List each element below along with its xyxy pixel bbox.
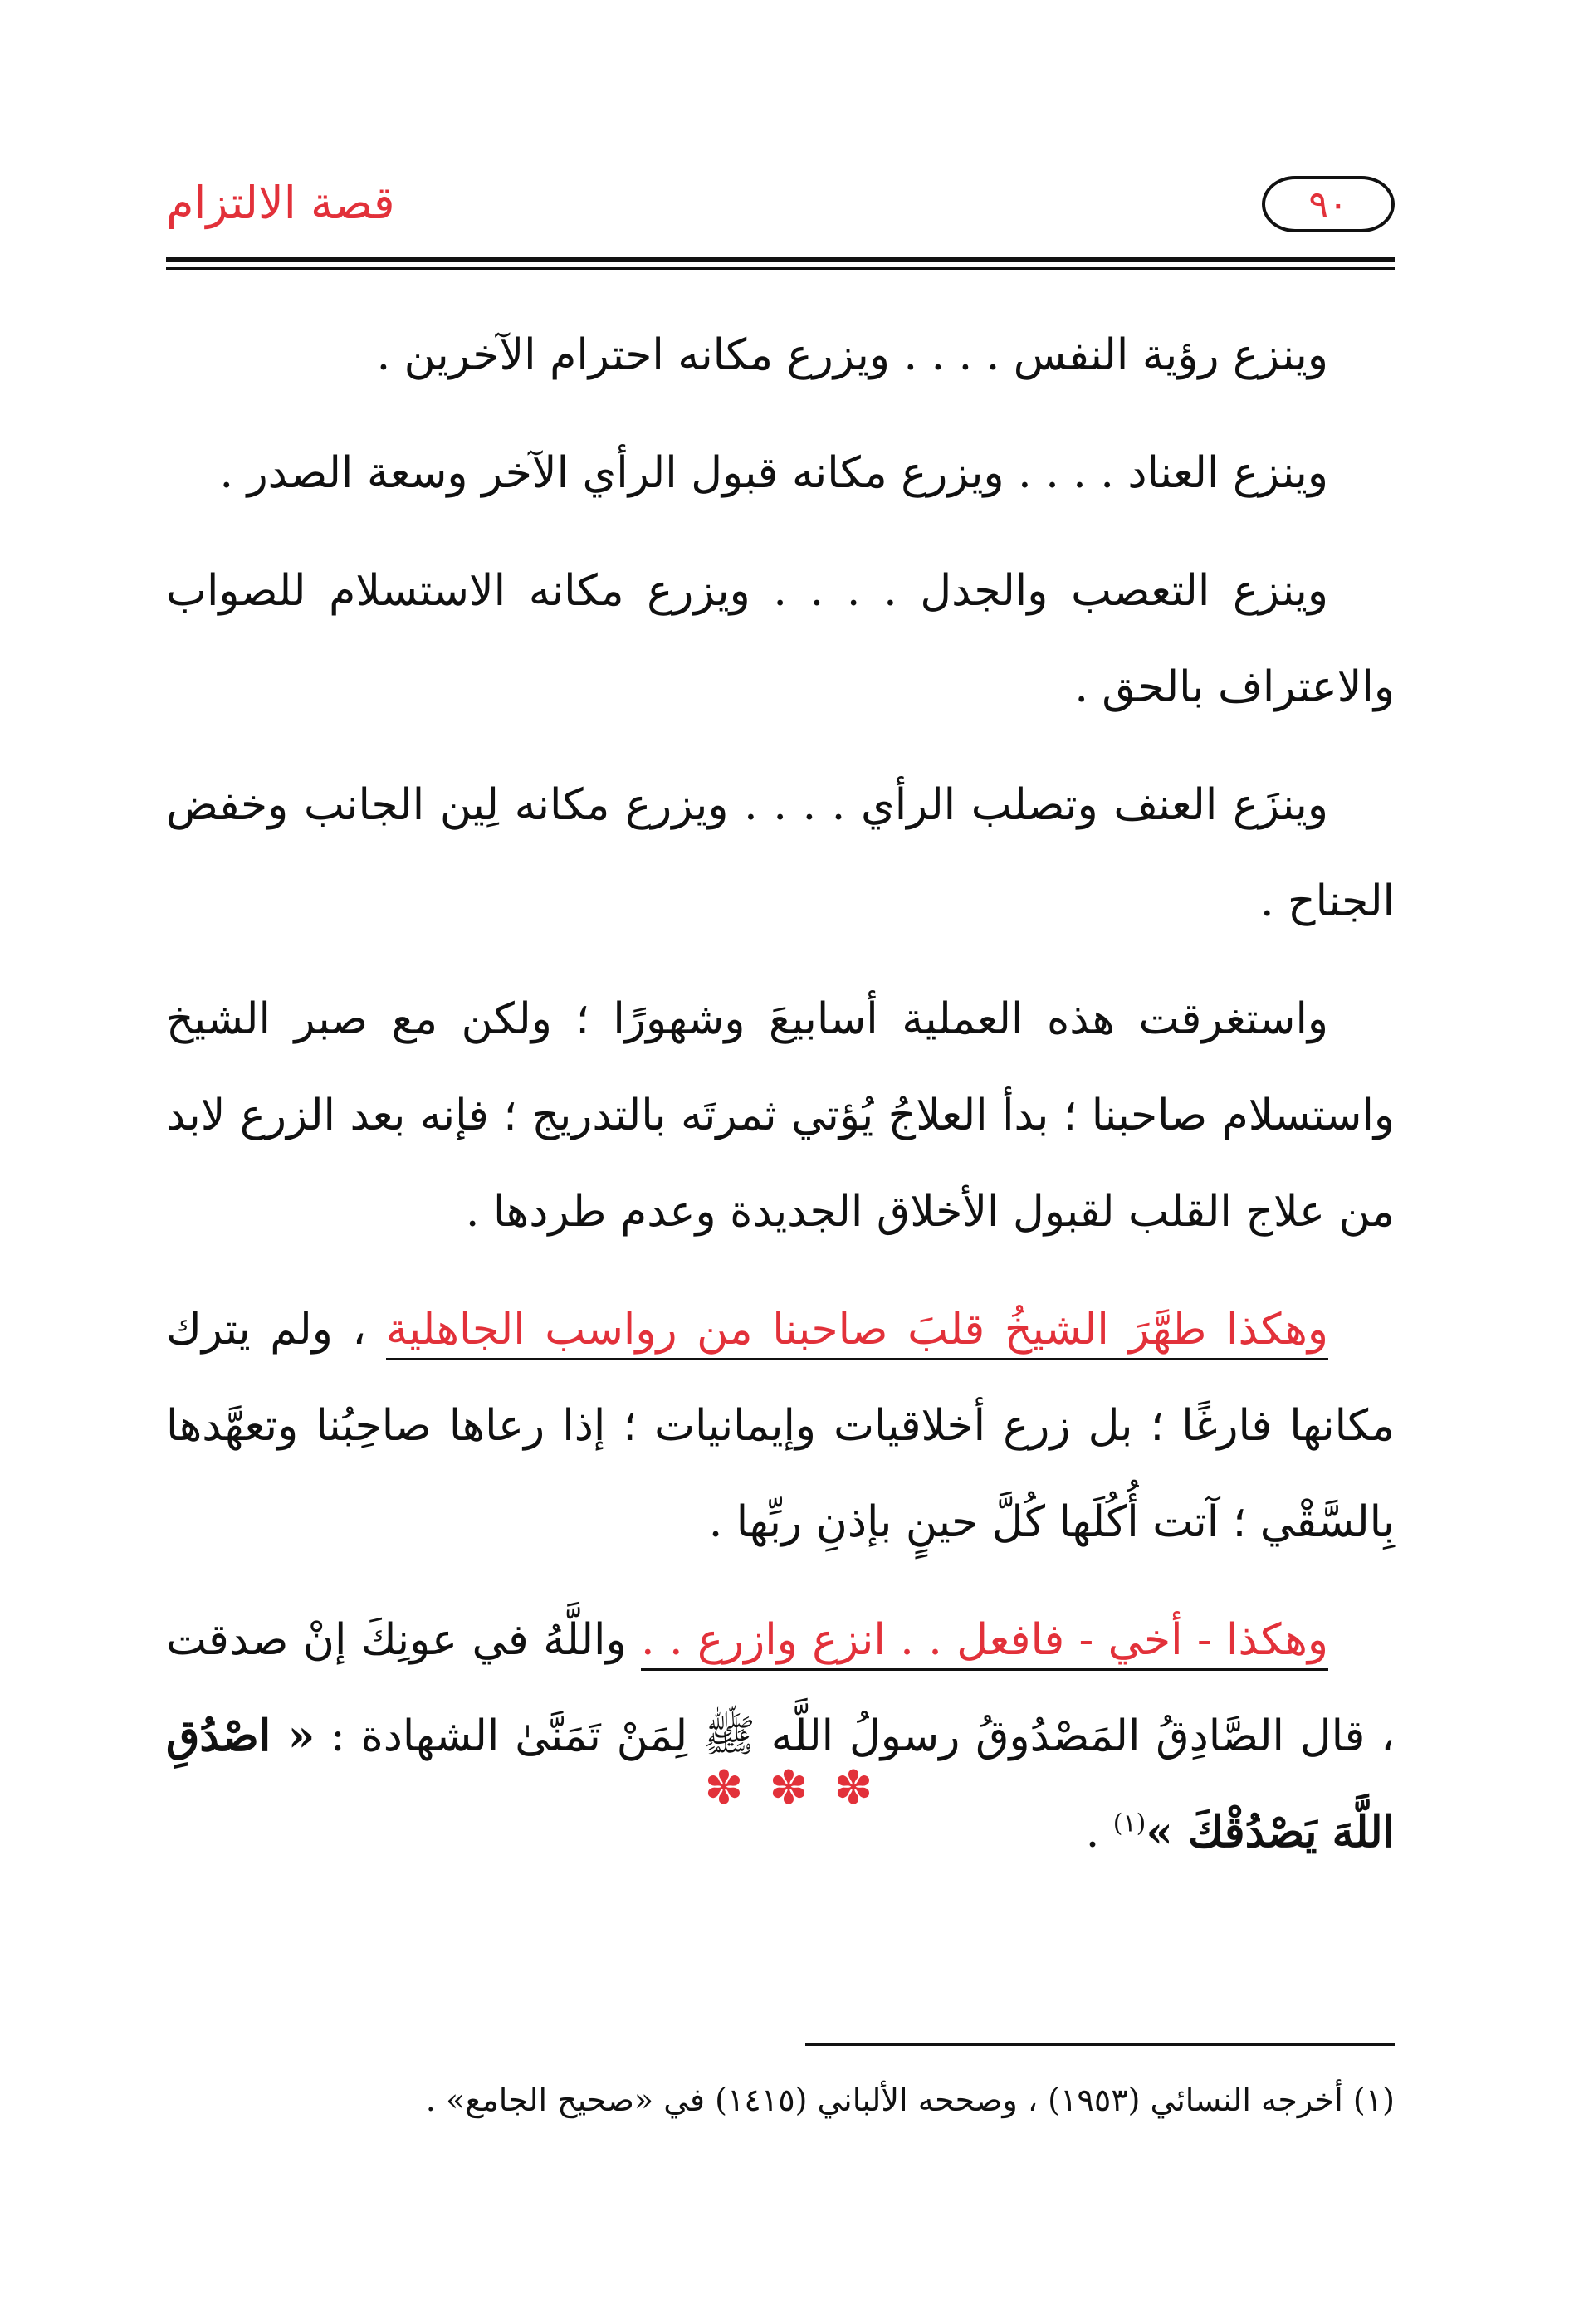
floral-ornament-icon: ✽ bbox=[769, 1761, 809, 1815]
paragraph-6 bbox=[166, 1282, 1395, 1570]
page-number: ٩٠ bbox=[1262, 176, 1395, 232]
footnote-reference: (١) bbox=[1112, 1809, 1146, 1838]
paragraph-6-rest: ، ولم يترك مكانها فارغًا ؛ بل زرع أخلاقيات وإيمانيات ؛ إذا رعاها صاحِبُنا وتعهَّدها بِالسَّقْي ؛ آتت أُكُلَها كُلَّ حينٍ بإذنِ ربِّها . bbox=[166, 1305, 1395, 1547]
page-body bbox=[166, 307, 1395, 1902]
paragraph-7 bbox=[166, 1592, 1395, 1881]
floral-ornament-icon: ✽ bbox=[833, 1761, 873, 1815]
paragraph-7-rest: واللَّهُ في عونِكَ إنْ صدقت ، قال الصَّادِقُ المَصْدُوقُ رسولُ اللَّه ﷺ لِمَنْ تَمَنَّىٰ الشهادة : bbox=[166, 1615, 1395, 1761]
highlighted-phrase: وهكذا - أخي - فافعل . . انزع وازرع . . bbox=[641, 1615, 1328, 1671]
running-title: قصة الالتزام bbox=[166, 177, 395, 229]
highlighted-phrase: وهكذا طهَّرَ الشيخُ قلبَ صاحبنا من رواسب الجاهلية bbox=[386, 1305, 1328, 1360]
paragraph-2: وينزع العناد . . . . ويزرع مكانه قبول الرأي الآخر وسعة الصدر . bbox=[219, 448, 1328, 498]
header-rule-thin bbox=[166, 267, 1395, 270]
paragraph-1: وينزع رؤية النفس . . . . ويزرع مكانه احترام الآخرين . bbox=[376, 330, 1328, 380]
footnote: (١) أخرجه النسائي (١٩٥٣) ، وصححه الألباني (١٤١٥) في «صحيح الجامع» . bbox=[425, 2082, 1395, 2118]
page-header bbox=[166, 166, 1395, 241]
paragraph-5: واستغرقت هذه العملية أسابيعَ وشهورًا ؛ ولكن مع صبر الشيخ واستسلام صاحبنا ؛ بدأ العلاجُ يُؤتي ثمرتَه بالتدريج ؛ فإنه بعد الزرع لابد من علاج القلب لقبول الأخلاق الجديدة وعدم طردها . bbox=[166, 994, 1395, 1237]
hadith-quote: « اصْدُقِ اللَّهَ يَصْدُقْكَ » bbox=[166, 1711, 1395, 1858]
paragraph-7-end: . bbox=[1085, 1808, 1113, 1858]
floral-ornament-icon: ✽ bbox=[704, 1761, 744, 1815]
paragraph-3: وينزع التعصب والجدل . . . . ويزرع مكانه الاستسلام للصواب والاعتراف بالحق . bbox=[166, 566, 1395, 712]
paragraph-4: وينزَع العنف وتصلب الرأي . . . . ويزرع مكانه لِين الجانب وخفض الجناح . bbox=[166, 780, 1395, 926]
section-ornament bbox=[689, 1761, 888, 1815]
footnote-separator bbox=[805, 2043, 1395, 2046]
header-rule-thick bbox=[166, 257, 1395, 262]
